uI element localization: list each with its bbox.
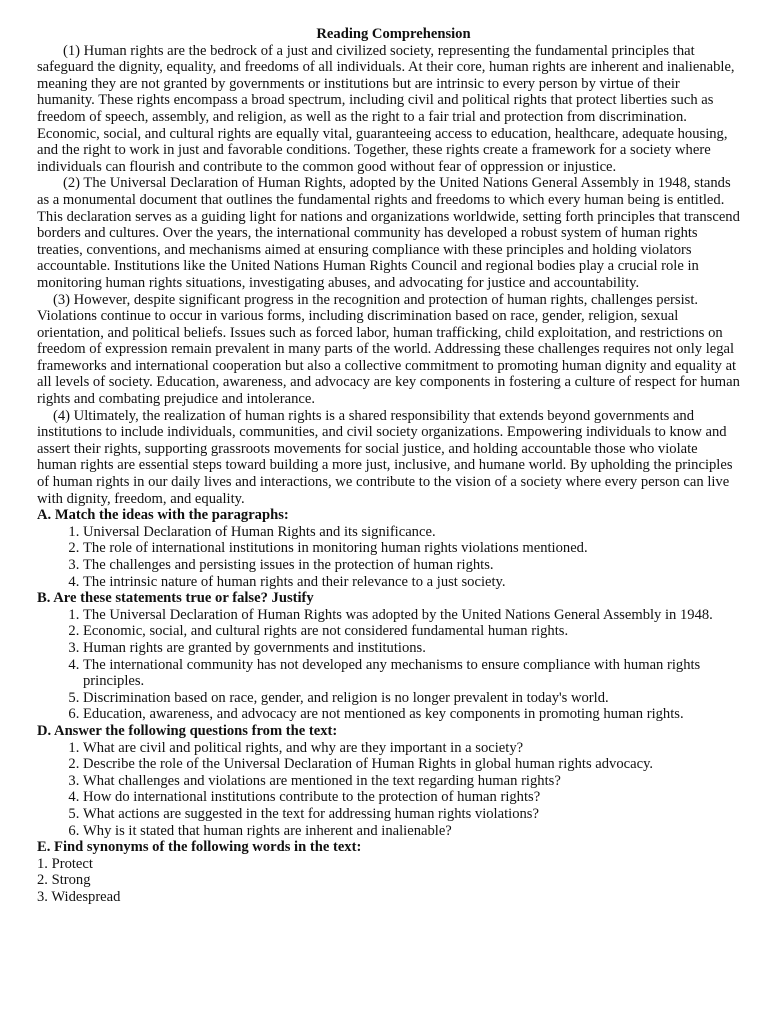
section-e-list (37, 856, 740, 906)
section-d-list (37, 740, 740, 840)
list-item: 2. Describe the role of the Universal Declaration of Human Rights in global human rights advocacy. (83, 756, 740, 773)
list-item: 2. Strong (37, 872, 91, 889)
list-item: 2. The role of international institutions in monitoring human rights violations mentioned. (83, 540, 740, 557)
list-item: 1. The Universal Declaration of Human Rights was adopted by the United Nations General Assembly in 1948. (83, 607, 740, 624)
section-e-heading: E. Find synonyms of the following words in the text: (37, 839, 362, 856)
paragraph-4: (4) Ultimately, the realization of human rights is a shared responsibility that extends beyond governments and institutions to include individuals, communities, and civil society organizations. Empowering individuals to know and assert their rights, supporting grassroots movements for social justice, and holding accountable those who violate human rights are essential steps toward building a more just, inclusive, and humane world. By upholding the principles of human rights in our daily lives and interactions, we contribute to the vision of a society where every person can live with dignity, freedom, and equality. (37, 407, 733, 507)
list-item: 5. Discrimination based on race, gender, and religion is no longer prevalent in today's world. (83, 690, 740, 707)
list-item: 6. Why is it stated that human rights are inherent and inalienable? (83, 823, 740, 840)
list-item: 1. Protect (37, 855, 93, 872)
section-b-list (37, 607, 740, 723)
section-a-list (37, 524, 740, 590)
list-item: 5. What actions are suggested in the text for addressing human rights violations? (83, 806, 740, 823)
list-item: 3. The challenges and persisting issues in the protection of human rights. (83, 557, 740, 574)
section-b-heading: B. Are these statements true or false? Justify (37, 590, 314, 607)
list-item: 1. Universal Declaration of Human Rights and its significance. (83, 524, 740, 541)
list-item: 3. What challenges and violations are mentioned in the text regarding human rights? (83, 773, 740, 790)
paragraph-2: (2) The Universal Declaration of Human Rights, adopted by the United Nations General Assembly in 1948, stands as a monumental document that outlines the fundamental rights and freedoms to which every human being is entitled. This declaration serves as a guiding light for nations and organizations worldwide, setting forth principles that transcend borders and cultures. Over the years, the international community has developed a robust system of human rights treaties, conventions, and mechanisms aimed at ensuring compliance with these principles and holding violators accountable. Institutions like the United Nations Human Rights Council and regional bodies play a crucial role in monitoring human rights situations, investigating abuses, and advocating for justice and accountability. (37, 175, 740, 291)
list-item: 4. The intrinsic nature of human rights and their relevance to a just society. (83, 574, 740, 591)
list-item: 3. Widespread (37, 888, 121, 905)
list-item: 4. How do international institutions contribute to the protection of human rights? (83, 789, 740, 806)
list-item: 4. The international community has not developed any mechanisms to ensure compliance with human rights principles. (83, 657, 740, 690)
list-item: 6. Education, awareness, and advocacy are not mentioned as key components in promoting human rights. (83, 706, 740, 723)
paragraph-1: (1) Human rights are the bedrock of a just and civilized society, representing the fundamental principles that safeguard the dignity, equality, and freedoms of all individuals. At their core, human rights are inherent and inalienable, meaning they are not granted by governments or institutions but are intrinsic to every person by virtue of their humanity. These rights encompass a broad spectrum, including civil and political rights that protect liberties such as freedom of speech, assembly, and religion, as well as the right to a fair trial and protection from discrimination. Economic, social, and cultural rights are equally vital, guaranteeing access to education, healthcare, adequate housing, and the right to work in just and favorable conditions. Together, these rights create a framework for a society where individuals can flourish and contribute to the common good without fear of oppression or injustice. (37, 42, 735, 175)
list-item: 1. What are civil and political rights, and why are they important in a society? (83, 740, 740, 757)
list-item: 2. Economic, social, and cultural rights are not considered fundamental human rights. (83, 623, 740, 640)
paragraph-3: (3) However, despite significant progress in the recognition and protection of human rights, challenges persist. Violations continue to occur in various forms, including discrimination based on race, gender, religion, sexual orientation, and political beliefs. Issues such as forced labor, human trafficking, child exploitation, and restrictions on freedom of expression remain prevalent in many parts of the world. Addressing these challenges requires not only legal frameworks and international cooperation but also a collective commitment to promoting human dignity and equality at all levels of society. Education, awareness, and advocacy are key components in fostering a culture of respect for human rights and combating prejudice and intolerance. (37, 291, 740, 408)
page-title: Reading Comprehension (316, 26, 471, 42)
list-item: 3. Human rights are granted by governments and institutions. (83, 640, 740, 657)
section-a-heading: A. Match the ideas with the paragraphs: (37, 507, 289, 524)
section-d-heading: D. Answer the following questions from the text: (37, 722, 338, 739)
